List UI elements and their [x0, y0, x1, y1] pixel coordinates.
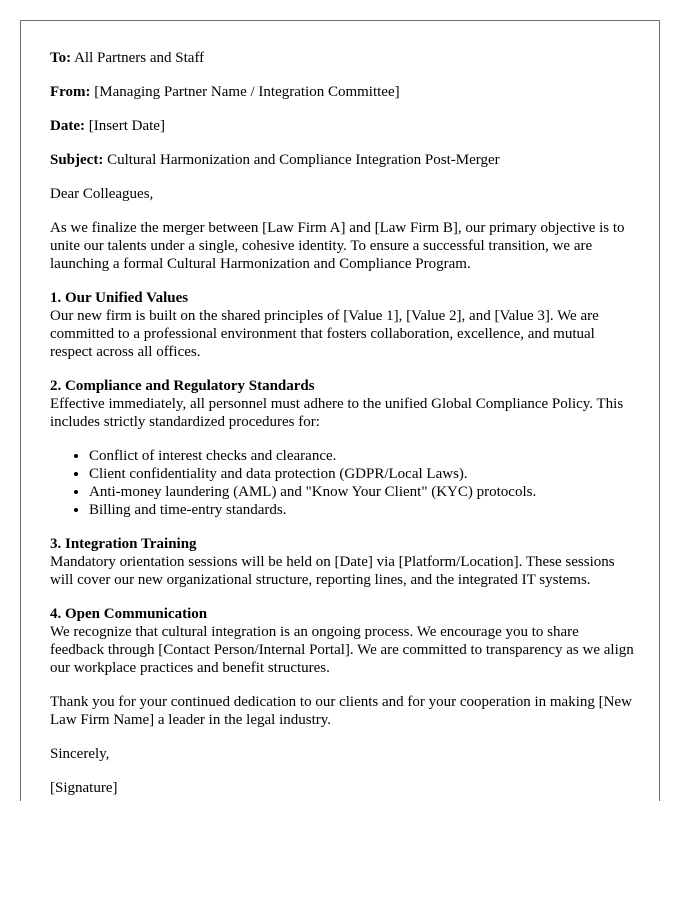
greeting: Dear Colleagues,	[50, 186, 154, 202]
section-compliance-text	[50, 377, 634, 431]
section-compliance	[50, 377, 634, 519]
to-line	[50, 49, 634, 67]
to-value: All Partners and Staff	[74, 50, 205, 66]
date-value: [Insert Date]	[88, 118, 165, 134]
section-title: 2. Compliance and Regulatory Standards	[50, 378, 315, 394]
date-label: Date:	[50, 118, 85, 134]
section-body: Our new firm is built on the shared principles of [Value 1], [Value 2], and [Value 3]. We are committed to a professional environment that fosters collaboration, excellence, and mutual respect across all offices.	[50, 308, 599, 360]
to-label: To:	[50, 50, 72, 66]
section-body: Mandatory orientation sessions will be held on [Date] via [Platform/Location]. These sessions will cover our new organizational structure, reporting lines, and the integrated IT systems.	[50, 554, 615, 588]
section-unified-values	[50, 289, 634, 361]
from-value: [Managing Partner Name / Integration Committee]	[94, 84, 400, 100]
list-item: • Anti-money laundering (AML) and "Know Your Client" (KYC) protocols.	[89, 483, 634, 501]
closing-paragraph: Thank you for your continued dedication to our clients and for your cooperation in making [New Law Firm Name] a leader in the legal industry.	[50, 694, 632, 728]
intro-paragraph: As we finalize the merger between [Law Firm A] and [Law Firm B], our primary objective is to unite our talents under a single, cohesive identity. To ensure a successful transition, we are launching a formal Cultural Harmonization and Compliance Program.	[50, 220, 625, 272]
section-body: We recognize that cultural integration is an ongoing process. We encourage you to share feedback through [Contact Person/Internal Portal]. We are committed to transparency as we align our workplace practices and benefit structures.	[50, 624, 634, 676]
section-open-communication	[50, 605, 634, 677]
signoff: Sincerely,	[50, 746, 110, 762]
memo-document	[20, 20, 660, 801]
list-item: • Billing and time-entry standards.	[89, 501, 634, 519]
compliance-bullet-list	[50, 447, 634, 519]
section-integration-training	[50, 535, 634, 589]
from-label: From:	[50, 84, 91, 100]
section-title: 4. Open Communication	[50, 606, 208, 622]
date-line	[50, 117, 634, 135]
subject-label: Subject:	[50, 152, 104, 168]
subject-line	[50, 151, 634, 169]
memo-content	[50, 49, 634, 801]
section-title: 1. Our Unified Values	[50, 290, 189, 306]
section-body: Effective immediately, all personnel must adhere to the unified Global Compliance Policy. This includes strictly standardized procedures for:	[50, 396, 624, 430]
subject-value: Cultural Harmonization and Compliance Integration Post-Merger	[107, 152, 500, 168]
from-line	[50, 83, 634, 101]
section-title: 3. Integration Training	[50, 536, 197, 552]
signature: [Signature]	[50, 780, 118, 796]
list-item: • Conflict of interest checks and clearance.	[89, 447, 634, 465]
list-item: • Client confidentiality and data protection (GDPR/Local Laws).	[89, 465, 634, 483]
